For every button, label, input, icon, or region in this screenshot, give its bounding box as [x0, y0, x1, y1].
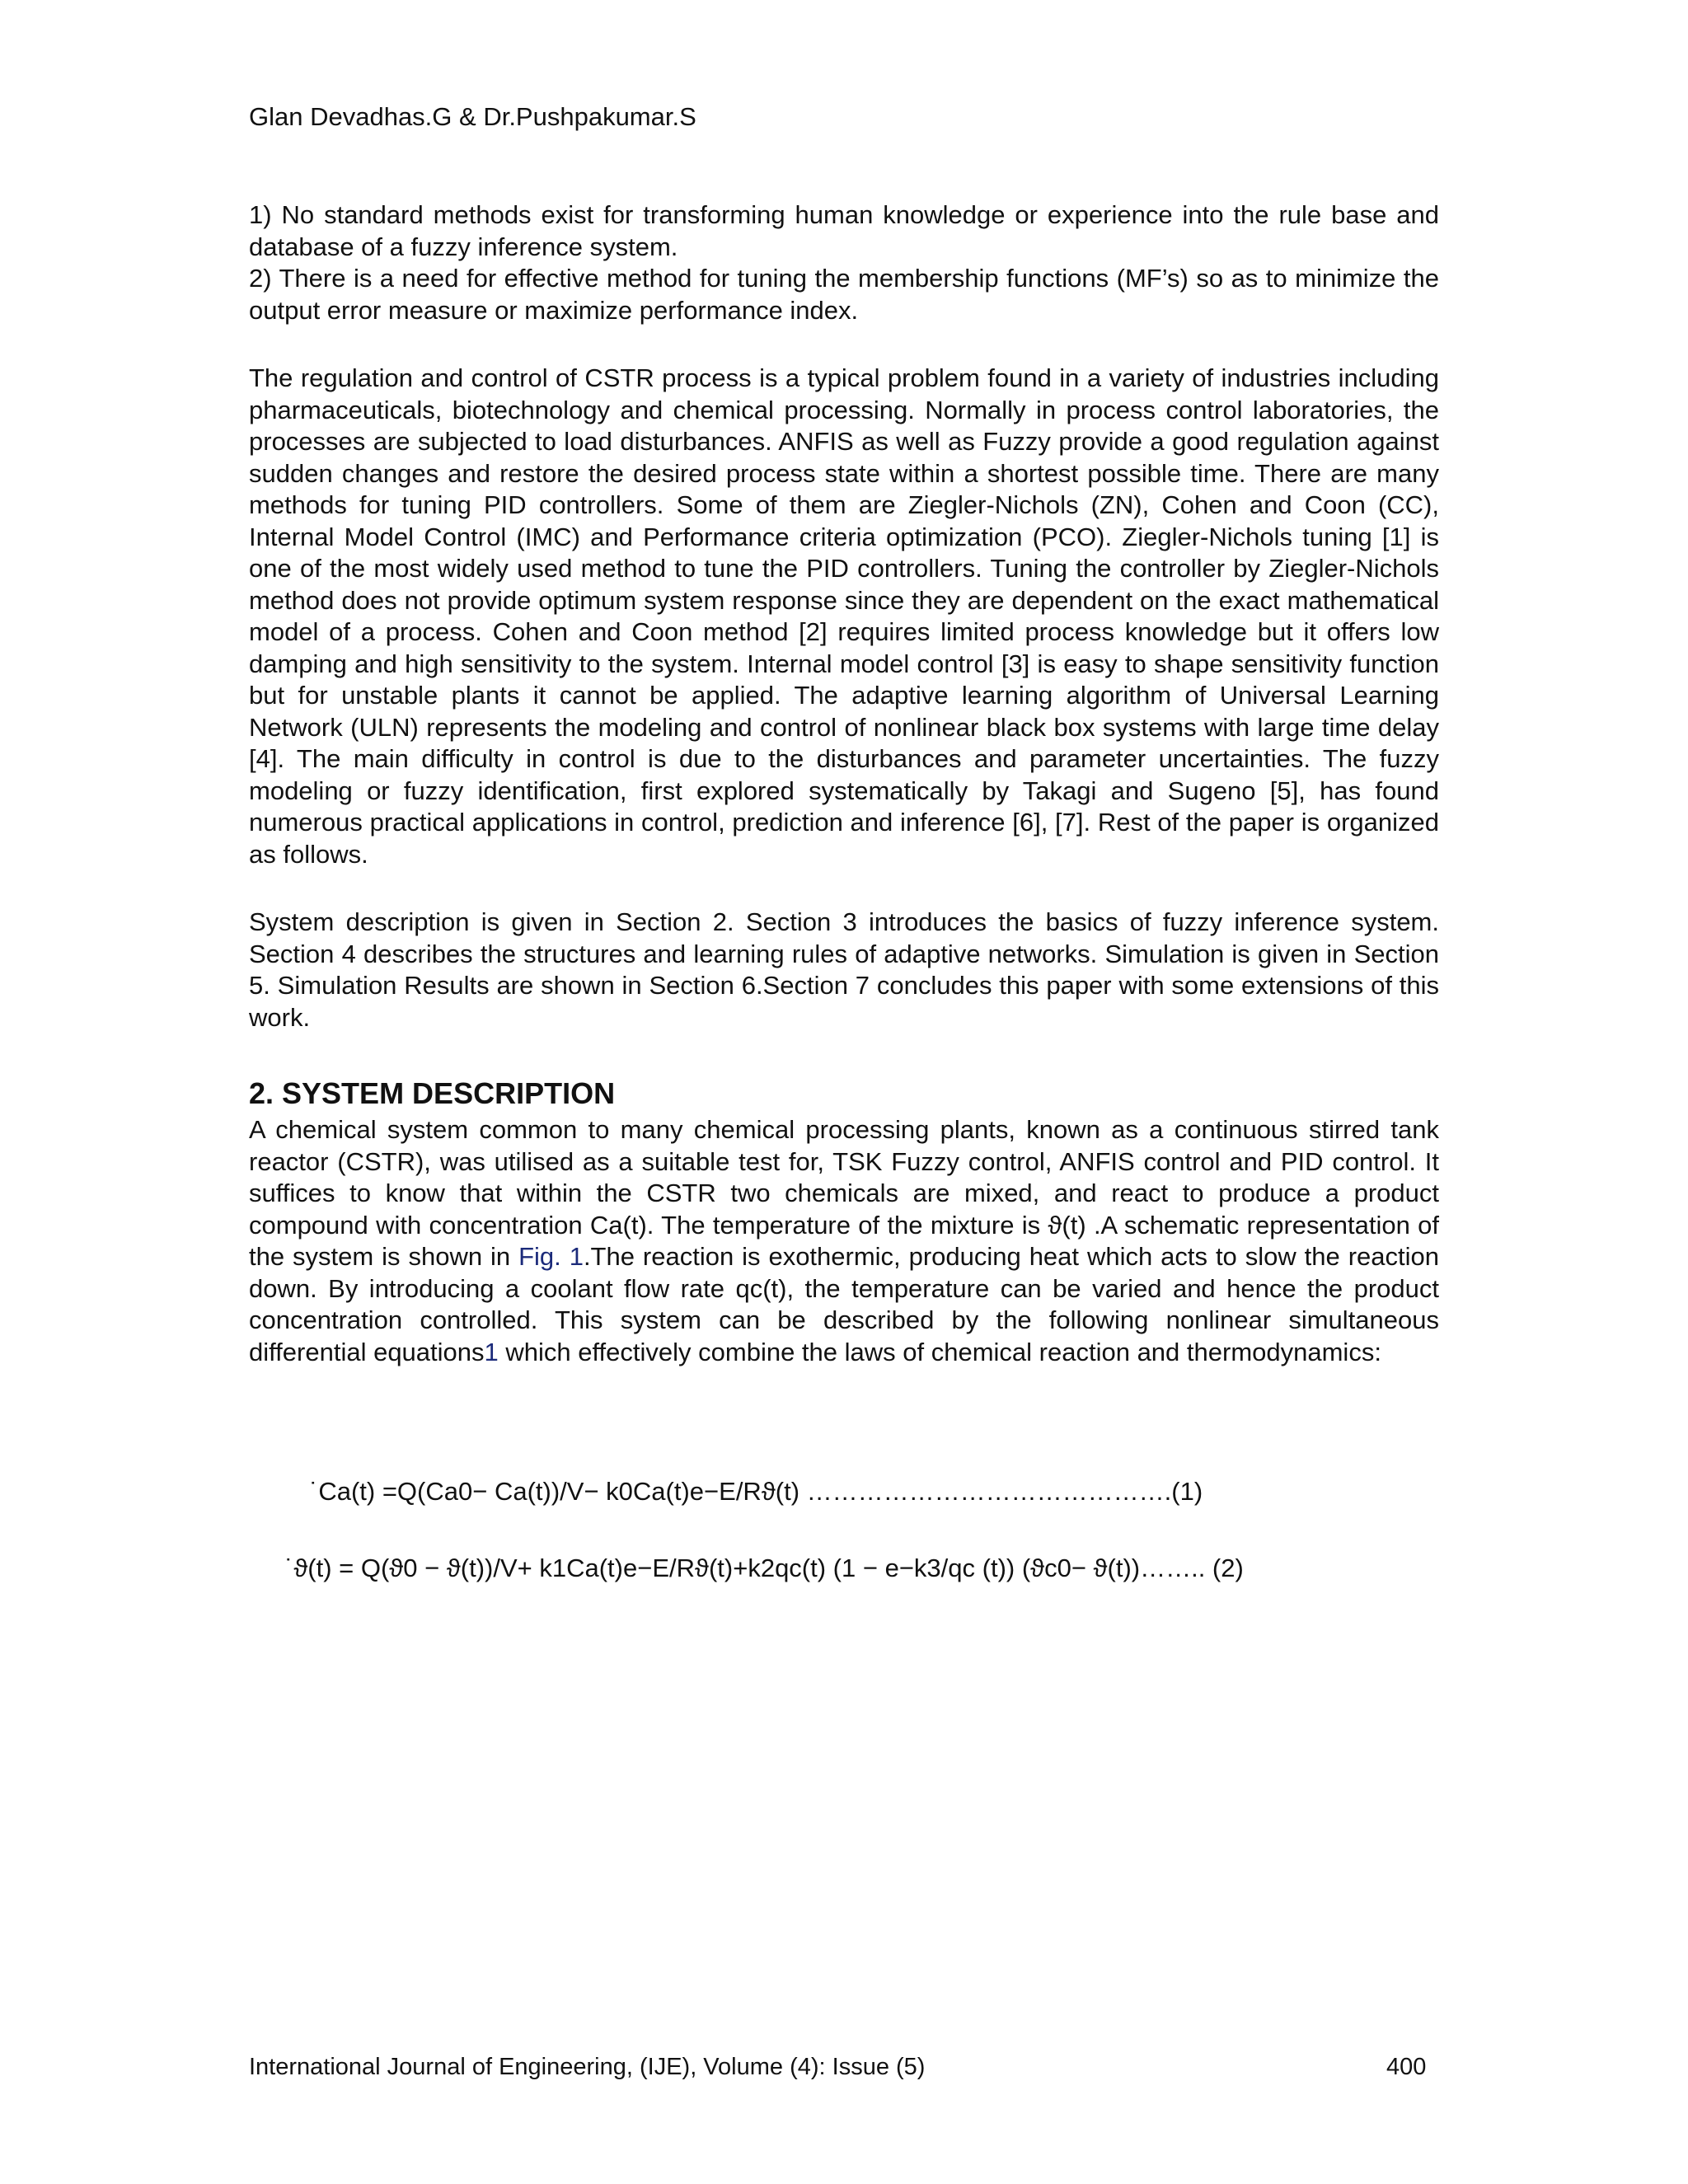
intro-paragraph-2: System description is given in Section 2. Section 3 introduces the basics of fuzzy inference system. Section 4 describes the structures and learning rules of adaptive networks. Simulation is given in Section 5. Simulation Results are shown in Section 6.Section 7 concludes this paper with some extensions of this work.	[249, 907, 1439, 1032]
body-content	[249, 199, 1439, 1368]
section-2-text-part-c: which effectively combine the laws of chemical reaction and thermodynamics:	[498, 1337, 1381, 1366]
paragraph-spacer	[249, 870, 1439, 907]
figure-reference-link[interactable]: Fig. 1	[518, 1242, 584, 1271]
section-2-paragraph	[249, 1114, 1439, 1368]
section-heading: 2. SYSTEM DESCRIPTION	[249, 1076, 616, 1110]
equation-2: ˙ϑ(t) = Q(ϑ0 − ϑ(t))/V+ k1Ca(t)e−E/Rϑ(t)+k2qc(t) (1 − e−k3/qc (t)) (ϑc0− ϑ(t))…….. (2)	[285, 1554, 1244, 1582]
footer-journal-info: International Journal of Engineering, (IJE), Volume (4): Issue (5)	[249, 2054, 926, 2080]
paragraph-spacer	[249, 326, 1439, 363]
list-item-point-1: 1) No standard methods exist for transforming human knowledge or experience into the rule base and database of a fuzzy inference system.	[249, 200, 1439, 261]
list-item-point-2: 2) There is a need for effective method for tuning the membership functions (MF’s) so as to minimize the output error measure or maximize performance index.	[249, 264, 1439, 325]
equation-1: ˙Ca(t) =Q(Ca0− Ca(t))/V− k0Ca(t)e−E/Rϑ(t) …………………………………….(1)	[310, 1477, 1203, 1506]
section-2-text-part-b: .The reaction is exothermic, producing heat which acts to slow the reaction down. By introducing a coolant flow rate qc(t), the temperature can be varied and hence the product concentration controlled. This system can be described by the following nonlinear simultaneous differential equations	[249, 1242, 1440, 1366]
intro-paragraph-1: The regulation and control of CSTR process is a typical problem found in a variety of industries including pharmaceuticals, biotechnology and chemical processing. Normally in process control laboratories, the processes are subjected to load disturbances. ANFIS as well as Fuzzy provide a good regulation against sudden changes and restore the desired process state within a shortest possible time. There are many methods for tuning PID controllers. Some of them are Ziegler-Nichols (ZN), Cohen and Coon (CC), Internal Model Control (IMC) and Performance criteria optimization (PCO). Ziegler-Nichols tuning [1] is one of the most widely used method to tune the PID controllers. Tuning the controller by Ziegler-Nichols method does not provide optimum system response since they are dependent on the exact mathematical model of a process. Cohen and Coon method [2] requires limited process knowledge but it offers low damping and high sensitivity to the system. Internal model control [3] is easy to shape sensitivity function but for unstable plants it cannot be applied. The adaptive learning algorithm of Universal Learning Network (ULN) represents the modeling and control of nonlinear black box systems with large time delay [4]. The main difficulty in control is due to the disturbances and parameter uncertainties. The fuzzy modeling or fuzzy identification, first explored systematically by Takagi and Sugeno [5], has found numerous practical applications in control, prediction and inference [6], [7]. Rest of the paper is organized as follows.	[249, 363, 1439, 869]
footer-page-number: 400	[1386, 2054, 1427, 2080]
section-2-text-part-a: A chemical system common to many chemical processing plants, known as a continuous stirred tank reactor (CSTR), was utilised as a suitable test for, TSK Fuzzy control, ANFIS control and PID control. It suffices to know that within the CSTR two chemicals are mixed, and react to produce a product compound with concentration Ca(t). The temperature of the mixture is ϑ(t) .A schematic representation of the system is shown in	[249, 1115, 1439, 1271]
running-header-authors: Glan Devadhas.G & Dr.Pushpakumar.S	[249, 102, 696, 131]
footnote-reference-link[interactable]: 1	[484, 1337, 499, 1366]
